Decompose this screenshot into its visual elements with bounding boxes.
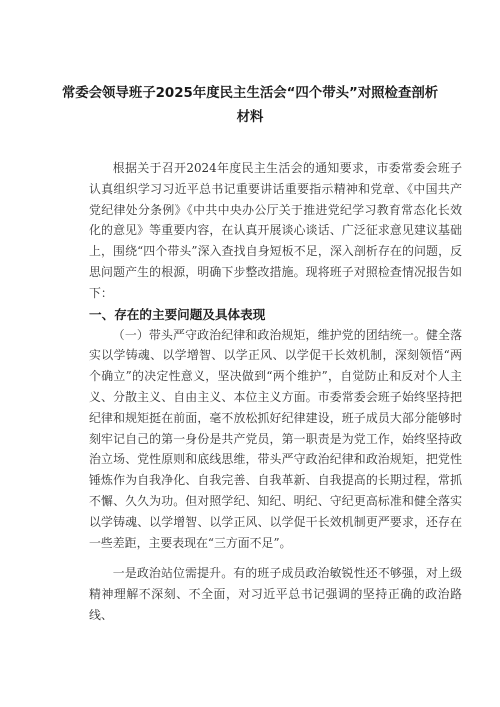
document-title: 常委会领导班子2025年度民主生活会“四个带头”对照检查剖析材料 xyxy=(61,86,439,125)
section-paragraph: 一是政治站位需提升。有的班子成员政治敏锐性还不够强，对上级精神理解不深刻、不全面，对习近平总书记强调的坚持正确的政治路线、 xyxy=(89,566,462,622)
section-paragraph: （一）带头严守政治纪律和政治规矩，维护党的团结统一。健全落实以学铸魂、以学增智、以学正风、以学促干长效机制，深刻领悟“两个确立”的决定性意义，坚决做到“两个维护”，自觉防止和反对个人主义、分散主义、自由主义、本位主义方面。市委常委会班子始终坚持把纪律和规矩挺在前面，毫不放松抓好纪律建设，班子成员大部分能够时刻牢记自己的第一身份是共产党员，第一职责是为党工作，始终坚持政治立场、党性原则和底线思维，带头严守政治纪律和政治规矩，把党性锤炼作为自我净化、自我完善、自我革新、自我提高的长期过程，常抓不懈、久久为功。但对照学纪、知纪、明纪、守纪更高标准和健全落实以学铸魂、以学增智、以学正风、以学促干长效机制更严要求，还存在一些差距，主要表现在“三方面不足”。 xyxy=(89,327,462,550)
document-body xyxy=(89,158,462,626)
section-heading: 一、存在的主要问题及具体表现 xyxy=(89,306,266,322)
intro-paragraph: 根据关于召开2024年度民主生活会的通知要求，市委常委会班子认真组织学习习近平总书记重要讲话重要指示精神和党章、《中国共产党纪律处分条例》《中共中央办公厅关于推进党纪学习教育常态化长效化的意见》等重要内容，在认真开展谈心谈话、广泛征求意见建议基础上，围绕“四个带头”深入查找自身短板不足，深入剖析存在的问题，反思问题产生的根源，明确下步整改措施。现将班子对照检查情况报告如下： xyxy=(89,161,462,300)
